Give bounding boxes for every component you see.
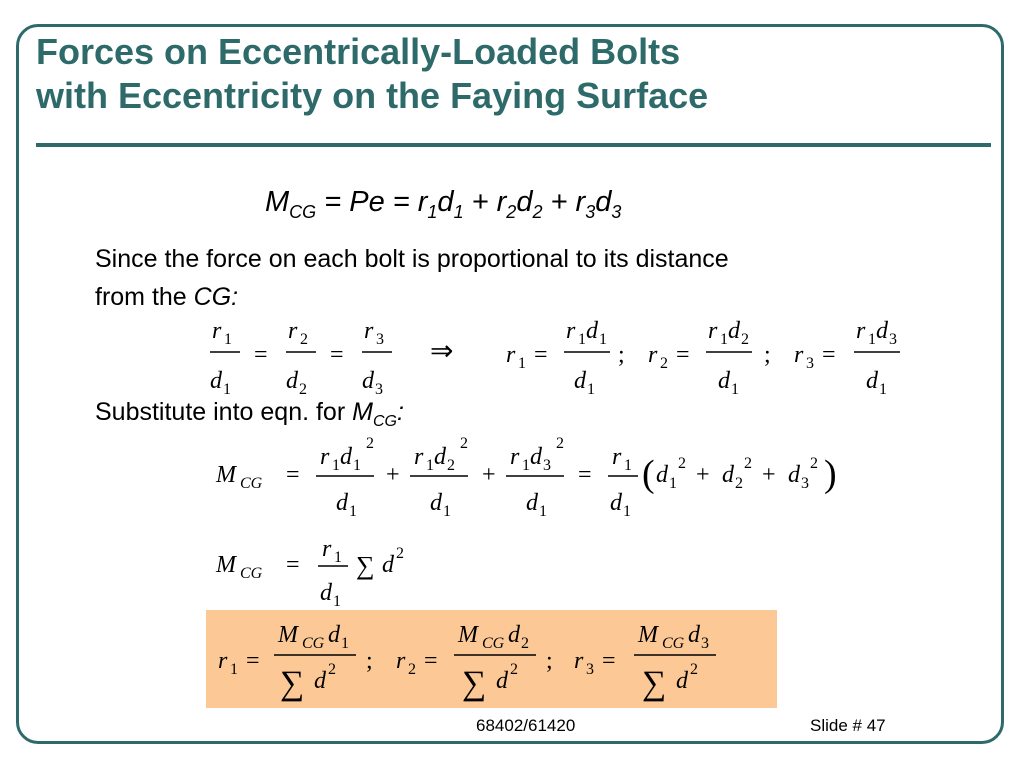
- svg-text:M: M: [278, 622, 298, 648]
- svg-text:r: r: [396, 648, 406, 674]
- svg-text:d: d: [328, 622, 340, 648]
- svg-text:r: r: [288, 318, 298, 344]
- svg-text:;: ;: [618, 342, 625, 368]
- title-line-1: Forces on Eccentrically-Loaded Bolts: [36, 31, 681, 72]
- svg-text:1: 1: [224, 331, 232, 348]
- svg-text:=: =: [676, 342, 690, 368]
- svg-text:r: r: [364, 318, 374, 344]
- svg-text:=: =: [602, 648, 616, 674]
- svg-text:2: 2: [300, 331, 308, 348]
- footer-slide-number: Slide # 47: [810, 716, 886, 735]
- svg-text:1: 1: [332, 457, 340, 474]
- svg-text:;: ;: [366, 648, 373, 674]
- svg-text:r: r: [510, 444, 520, 470]
- svg-text:M: M: [638, 622, 658, 648]
- svg-text:2: 2: [460, 435, 468, 452]
- svg-text:d: d: [574, 368, 586, 394]
- svg-text:M: M: [216, 552, 236, 578]
- svg-text:d: d: [676, 668, 688, 694]
- svg-text:2: 2: [328, 661, 336, 678]
- svg-text:3: 3: [806, 355, 814, 372]
- svg-text:d: d: [340, 444, 352, 470]
- svg-text:r: r: [612, 444, 622, 470]
- svg-text:d: d: [728, 318, 740, 344]
- svg-text:;: ;: [546, 648, 553, 674]
- svg-text:d: d: [876, 318, 888, 344]
- svg-text:1: 1: [333, 593, 341, 608]
- svg-text:1: 1: [426, 457, 434, 474]
- svg-text:d: d: [586, 318, 598, 344]
- svg-text:d: d: [866, 368, 878, 394]
- svg-text:CG: CG: [482, 635, 505, 652]
- svg-text:∑: ∑: [462, 665, 487, 702]
- svg-text:d: d: [530, 444, 542, 470]
- slide-title: [36, 30, 976, 118]
- svg-text:1: 1: [720, 331, 728, 348]
- svg-text:r: r: [322, 536, 332, 562]
- svg-text:r: r: [856, 318, 866, 344]
- svg-text:∑: ∑: [280, 665, 305, 702]
- svg-text:3: 3: [376, 331, 384, 348]
- svg-text:2: 2: [408, 661, 416, 678]
- svg-text:+: +: [482, 462, 496, 488]
- svg-text:⇒: ⇒: [430, 336, 454, 367]
- svg-text:2: 2: [521, 635, 529, 652]
- svg-text:1: 1: [731, 381, 739, 398]
- title-line-2: with Eccentricity on the Faying Surface: [36, 75, 709, 116]
- svg-text:CG: CG: [302, 635, 325, 652]
- svg-text:d: d: [508, 622, 520, 648]
- svg-text:;: ;: [764, 342, 771, 368]
- svg-text:1: 1: [341, 635, 349, 652]
- svg-text:2: 2: [744, 455, 752, 472]
- svg-text:3: 3: [586, 661, 594, 678]
- svg-text:2: 2: [810, 455, 818, 472]
- svg-text:3: 3: [543, 457, 551, 474]
- svg-text:M: M: [458, 622, 478, 648]
- svg-text:d: d: [688, 622, 700, 648]
- text-mcg: $M_{CG}$:: [352, 398, 404, 430]
- svg-text:r: r: [566, 318, 576, 344]
- svg-text:=: =: [424, 648, 438, 674]
- svg-text:1: 1: [623, 503, 631, 520]
- svg-text:2: 2: [556, 435, 564, 452]
- svg-text:r: r: [794, 342, 804, 368]
- svg-text:CG: CG: [240, 475, 263, 492]
- svg-text:d: d: [496, 668, 508, 694]
- svg-text:r: r: [414, 444, 424, 470]
- svg-text:2: 2: [510, 661, 518, 678]
- svg-text:=: =: [330, 342, 344, 368]
- svg-text:=: =: [254, 342, 268, 368]
- svg-text:3: 3: [701, 635, 709, 652]
- svg-text:1: 1: [334, 549, 342, 566]
- svg-text:=: =: [578, 462, 592, 488]
- svg-text:1: 1: [879, 381, 887, 398]
- svg-text:1: 1: [230, 661, 238, 678]
- svg-text:2: 2: [660, 355, 668, 372]
- text-cg: CG:: [193, 283, 239, 311]
- svg-text:1: 1: [624, 457, 632, 474]
- svg-text:3: 3: [801, 475, 809, 492]
- svg-text:d: d: [526, 490, 538, 516]
- svg-text:d: d: [382, 552, 394, 578]
- svg-text:1: 1: [578, 331, 586, 348]
- svg-text:d: d: [320, 580, 332, 606]
- svg-text:1: 1: [599, 331, 607, 348]
- equation-main: $M_{CG} = Pe = r_1d_1 + r_2d_2 + r_3d_3$: [265, 186, 622, 222]
- equation-mcg-sum: [210, 528, 450, 608]
- svg-text:2: 2: [678, 455, 686, 472]
- svg-text:1: 1: [443, 503, 451, 520]
- svg-text:r: r: [506, 342, 516, 368]
- svg-text:r: r: [218, 648, 228, 674]
- svg-text:M: M: [216, 462, 236, 488]
- svg-text:1: 1: [518, 355, 526, 372]
- text-proportional: Since the force on each bolt is proportional to its distance: [95, 245, 729, 273]
- svg-text:1: 1: [522, 457, 530, 474]
- svg-text:=: =: [822, 342, 836, 368]
- svg-text:d: d: [610, 490, 622, 516]
- equation-bolt-forces: [206, 610, 777, 708]
- svg-text:d: d: [362, 368, 374, 394]
- svg-text:d: d: [718, 368, 730, 394]
- svg-text:2: 2: [447, 457, 455, 474]
- svg-text:r: r: [708, 318, 718, 344]
- svg-text:2: 2: [299, 381, 307, 398]
- svg-text:3: 3: [889, 331, 897, 348]
- svg-text:CG: CG: [662, 635, 685, 652]
- svg-text:d: d: [314, 668, 326, 694]
- title-divider: [36, 143, 991, 147]
- svg-text:1: 1: [587, 381, 595, 398]
- svg-text:+: +: [696, 462, 710, 488]
- svg-text:CG: CG: [240, 565, 263, 582]
- svg-text:2: 2: [366, 435, 374, 452]
- svg-text:1: 1: [868, 331, 876, 348]
- svg-text:1: 1: [349, 503, 357, 520]
- svg-text:): ): [824, 453, 837, 495]
- svg-text:1: 1: [353, 457, 361, 474]
- svg-text:∑: ∑: [642, 665, 667, 702]
- svg-text:=: =: [534, 342, 548, 368]
- svg-text:d: d: [430, 490, 442, 516]
- svg-text:2: 2: [735, 475, 743, 492]
- svg-text:r: r: [648, 342, 658, 368]
- equation-ratios: [200, 310, 920, 400]
- svg-text:+: +: [386, 462, 400, 488]
- svg-text:d: d: [434, 444, 446, 470]
- svg-text:r: r: [212, 318, 222, 344]
- svg-text:d: d: [286, 368, 298, 394]
- footer-course-number: 68402/61420: [476, 716, 576, 735]
- text-from: from the: [95, 283, 187, 311]
- svg-text:2: 2: [396, 545, 404, 562]
- equation-mcg-expanded: [210, 430, 860, 520]
- svg-text:d: d: [788, 462, 800, 488]
- svg-text:1: 1: [223, 381, 231, 398]
- svg-text:1: 1: [669, 475, 677, 492]
- svg-text:2: 2: [690, 661, 698, 678]
- svg-text:∑: ∑: [356, 551, 375, 580]
- svg-text:d: d: [210, 368, 222, 394]
- svg-text:r: r: [320, 444, 330, 470]
- svg-text:r: r: [574, 648, 584, 674]
- svg-text:d: d: [722, 462, 734, 488]
- svg-text:d: d: [656, 462, 668, 488]
- svg-text:2: 2: [741, 331, 749, 348]
- svg-text:d: d: [336, 490, 348, 516]
- text-substitute-label: Substitute into eqn. for: [95, 398, 346, 426]
- svg-text:=: =: [286, 552, 300, 578]
- svg-text:(: (: [642, 453, 655, 495]
- svg-text:3: 3: [375, 381, 383, 398]
- svg-text:=: =: [286, 462, 300, 488]
- svg-text:1: 1: [539, 503, 547, 520]
- svg-text:+: +: [762, 462, 776, 488]
- svg-text:=: =: [246, 648, 260, 674]
